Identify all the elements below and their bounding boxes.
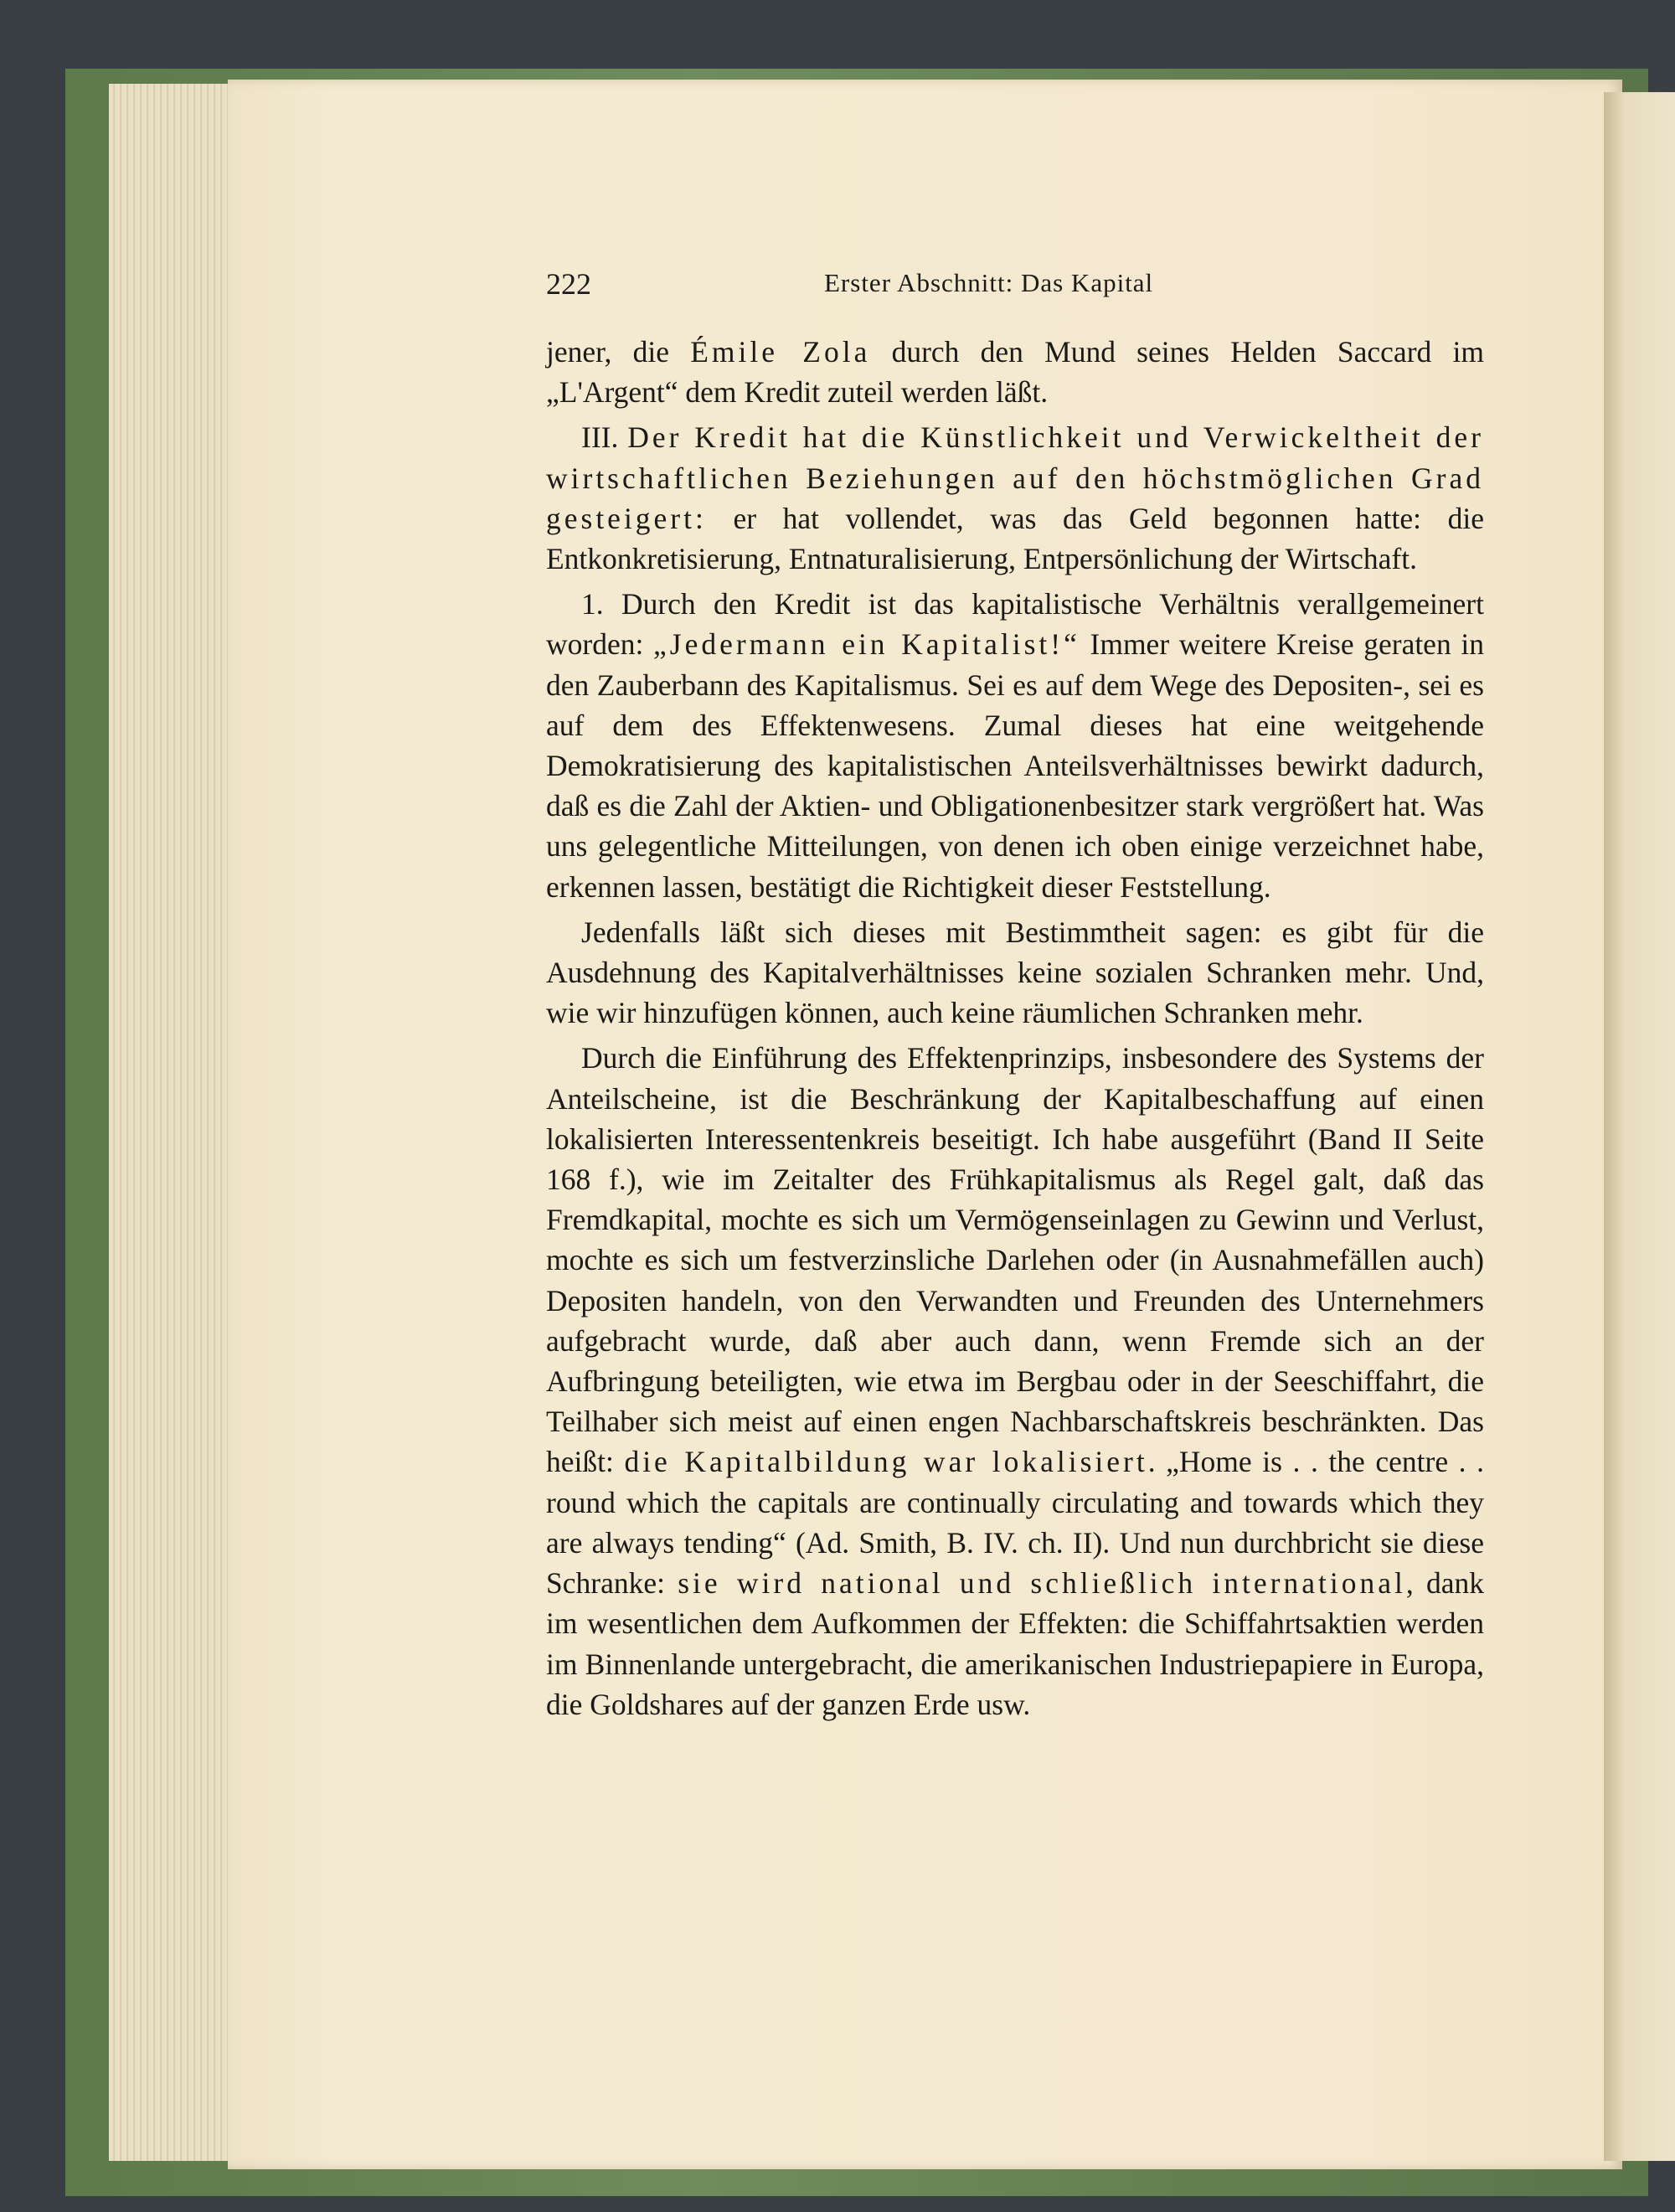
- spaced-emphasis-text: sie wird national und schließlich international: [678, 1566, 1406, 1601]
- paragraph: [546, 584, 1484, 907]
- paragraph: [546, 1038, 1484, 1724]
- spaced-emphasis-text: die Kapitalbildung war lokalisiert: [624, 1445, 1148, 1479]
- paragraph: [546, 332, 1484, 412]
- paragraph: [546, 417, 1484, 579]
- running-head: Erster Abschnitt: Das Kapital: [824, 268, 1154, 297]
- paragraph-text: III.: [581, 420, 628, 455]
- spaced-emphasis-text: Der Kredit hat die Künstlichkeit und Verwickeltheit der wirtschaftlichen Beziehungen auf den höchstmöglichen Grad gesteigert:: [546, 420, 1485, 535]
- paragraph-text: . „Home is . . the centre . . round which the capitals are continually circulating and towards which they are always tending“ (Ad. Smith, B. IV. ch. II). Und nun durchbricht sie diese Schranke:: [546, 1445, 1484, 1601]
- paragraph: [546, 912, 1484, 1034]
- paragraph-text: Jedenfalls läßt sich dieses mit Bestimmtheit sagen: es gibt für die Ausdehnung des Kapitalverhältnisses keine sozialen Schranken mehr. Und, wie wir hinzufügen können, auch keine räumlichen Schranken mehr.: [546, 915, 1484, 1030]
- paragraph-text: Immer weitere Kreise geraten in den Zauberbann des Kapitalismus. Sei es auf dem Wege des Depositen-, sei es auf dem des Effektenwesens. Zumal dieses hat eine weitgehende Demokratisierung des kapitalistischen Anteilsverhältnisses bewirkt dadurch, daß es die Zahl der Aktien- und Obligationenbesitzer stark vergrößert hat. Was uns gelegentliche Mitteilungen, von denen ich oben einige verzeichnet habe, erkennen lassen, bestätigt die Richtigkeit dieser Feststellung.: [546, 627, 1484, 904]
- page-edges: [109, 84, 234, 2161]
- page-number: 222: [546, 267, 591, 301]
- spaced-emphasis-text: „Jedermann ein Kapitalist!“: [653, 627, 1080, 662]
- paragraph-text: durch den Mund seines Helden Saccard im „L'Argent“ dem Kredit zuteil werden läßt.: [546, 335, 1484, 410]
- paragraph-text: , dank im wesentlichen dem Aufkommen der Effekten: die Schiffahrtsaktien werden im Binnenlande untergebracht, die amerikanischen Industriepapiere in Europa, die Goldshares auf der ganzen Erde usw.: [546, 1566, 1484, 1721]
- paragraph-text: jener, die: [546, 335, 691, 369]
- body-text: [546, 332, 1484, 1725]
- next-page-edge: [1604, 92, 1675, 2161]
- paragraph-text: 1. Durch den Kredit ist das kapitalistische Verhältnis verallgemeinert worden:: [546, 587, 1484, 662]
- paragraph-text: er hat vollendet, was das Geld begonnen hatte: die Entkonkretisierung, Entnaturalisierung, Entpersönlichung der Wirtschaft.: [546, 501, 1484, 576]
- paragraph-text: Durch die Einführung des Effektenprinzips, insbesondere des Systems der Anteilscheine, ist die Beschränkung der Kapitalbeschaffung auf einen lokalisierten Interessentenkreis beseitigt. Ich habe ausgeführt (Band II Seite 168 f.), wie im Zeitalter des Frühkapitalismus als Regel galt, daß das Fremdkapital, mochte es sich um Vermögenseinlagen zu Gewinn und Verlust, mochte es sich um festverzinsliche Darlehen oder (in Ausnahmefällen auch) Depositen handeln, von den Verwandten und Freunden des Unternehmers aufgebracht wurde, daß aber auch dann, wenn Fremde sich an der Aufbringung beteiligten, wie etwa im Bergbau oder in der Seeschiffahrt, die Teilhaber sich meist auf einen engen Nachbarschaftskreis beschränkten. Das heißt:: [546, 1041, 1484, 1479]
- spaced-emphasis-text: Émile Zola: [690, 335, 871, 369]
